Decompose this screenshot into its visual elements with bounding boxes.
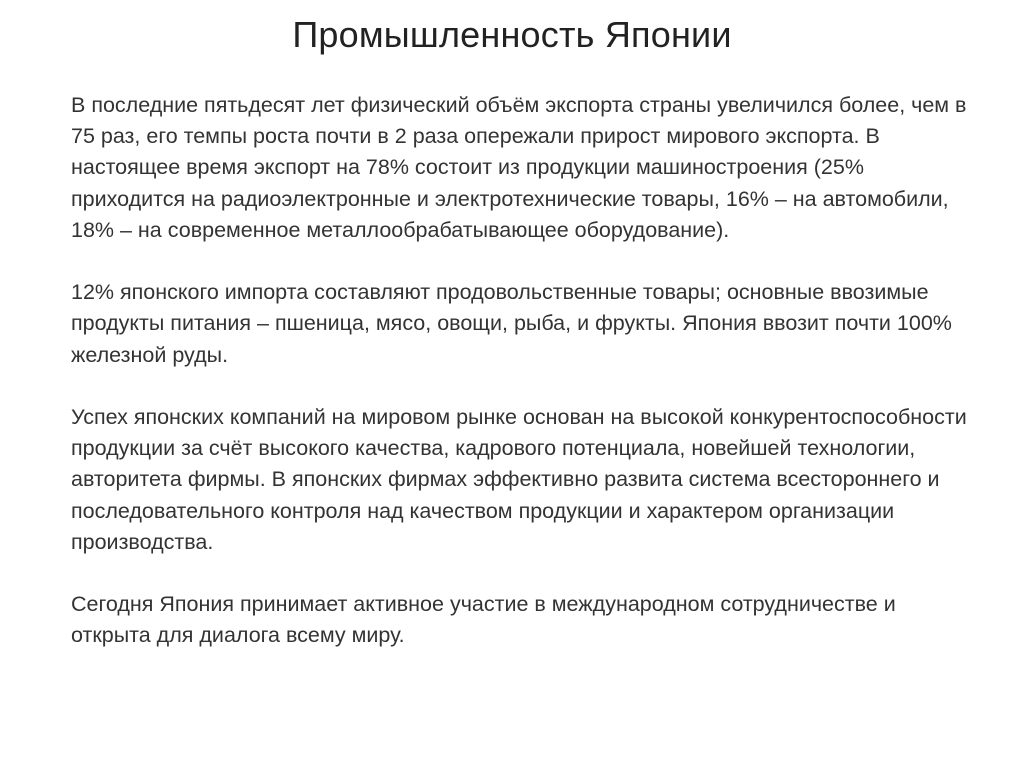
slide-title: Промышленность Японии xyxy=(292,14,732,55)
paragraph-export: В последние пятьдесят лет физический объём экспорта страны увеличился более, чем в 75 раз, его темпы роста почти в 2 раза опережали прирост мирового экспорта. В настоящее время экспорт на 78% состоит из продукции машиностроения (25% приходится на радиоэлектронные и электротехнические товары, 16% – на автомобили, 18% – на современное металлообрабатывающее оборудование). xyxy=(71,93,967,242)
paragraph-cooperation: Сегодня Япония принимает активное участие в международном сотрудничестве и открыта для диалога всему миру. xyxy=(71,592,896,648)
slide-body xyxy=(71,90,971,652)
paragraph-import: 12% японского импорта составляют продовольственные товары; основные ввозимые продукты питания – пшеница, мясо, овощи, рыба, и фрукты. Япония ввозит почти 100% железной руды. xyxy=(71,280,952,367)
paragraph-success: Успех японских компаний на мировом рынке основан на высокой конкурентоспособности продукции за счёт высокого качества, кадрового потенциала, новейшей технологии, авторитета фирмы. В японских фирмах эффективно развита система всестороннего и последовательного контроля над качеством продукции и характером организации производства. xyxy=(71,405,967,554)
